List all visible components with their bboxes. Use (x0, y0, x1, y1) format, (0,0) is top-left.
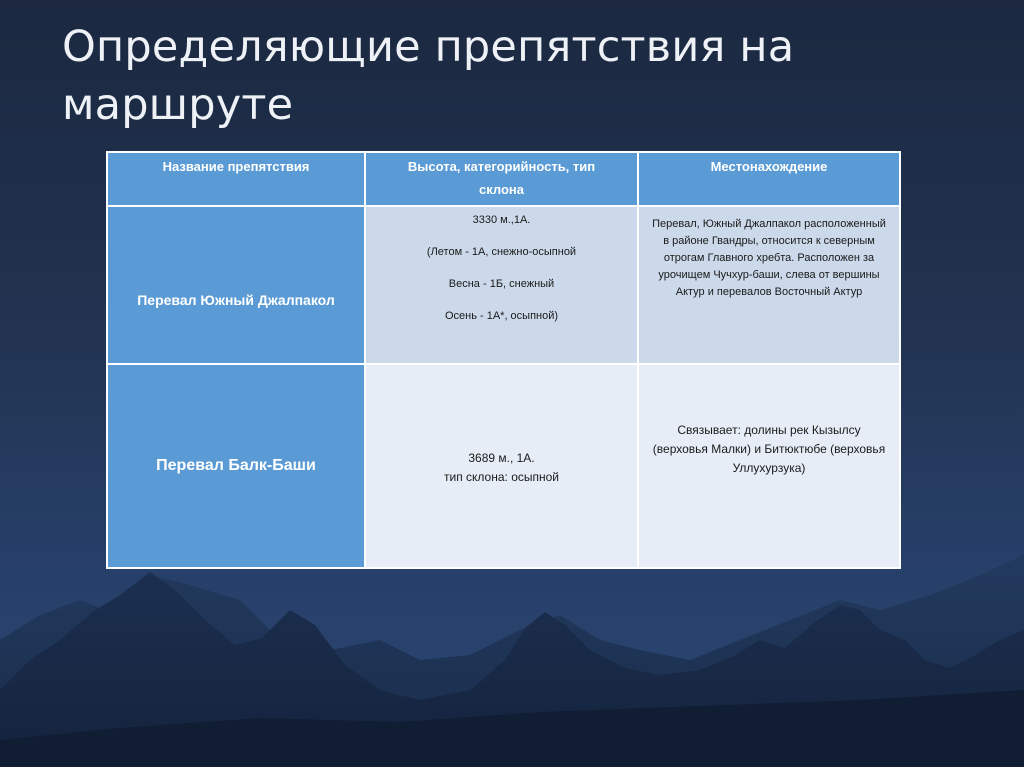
detail-line: 3330 м.,1А. (472, 214, 531, 226)
obstacle-location (638, 364, 900, 568)
table-header-row (107, 152, 900, 206)
obstacle-name: Перевал Южный Джалпакол (107, 206, 365, 364)
obstacle-name: Перевал Балк-Баши (107, 364, 365, 568)
obstacle-details (365, 206, 638, 364)
detail-line: тип склона: осыпной (444, 470, 559, 484)
detail-line: 3689 м., 1А. (468, 451, 535, 465)
location-text: Перевал, Южный Джалпакол расположенный в районе Гвандры, относится к северным отрогам Главного хребта. Расположен за урочищем Чучхур-баши, слева от вершины Актур и перевалов Восточный Актур (652, 218, 886, 298)
header-obstacle-name: Название препятствия (107, 152, 365, 206)
obstacles-table (106, 151, 901, 569)
obstacle-details (365, 364, 638, 568)
header-height-category: Высота, категорийность, тип склона (365, 152, 638, 206)
detail-line: Весна - 1Б, снежный (448, 278, 555, 290)
obstacle-location (638, 206, 900, 364)
slide-title: Определяющие препятствия на маршруте (62, 22, 795, 130)
detail-line: Осень - 1А*, осыпной) (444, 310, 559, 322)
table-row (107, 364, 900, 568)
detail-line: (Летом - 1А, снежно-осыпной (426, 246, 577, 258)
location-text: Связывает: долины рек Кызылсу (верховья Малки) и Битюктюбе (верховья Уллухурзука) (652, 423, 886, 475)
table-row (107, 206, 900, 364)
header-location: Местонахождение (638, 152, 900, 206)
